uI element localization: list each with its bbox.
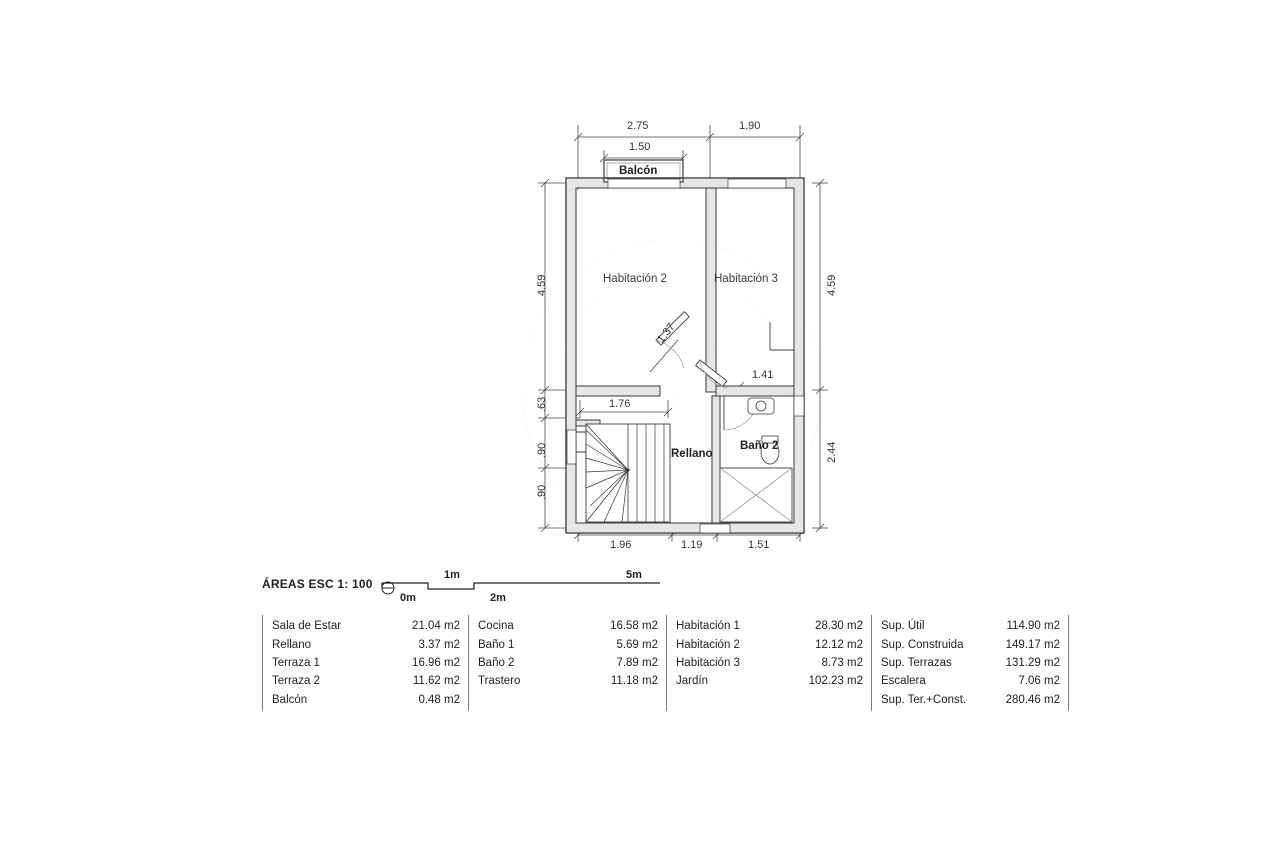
area-row bbox=[469, 672, 666, 690]
area-row bbox=[667, 635, 871, 653]
area-label: Cocina bbox=[478, 620, 514, 633]
dimension-top-150: 1.50 bbox=[629, 141, 651, 153]
areas-column-3 bbox=[667, 615, 872, 711]
areas-legend bbox=[262, 575, 1072, 706]
area-label: Baño 1 bbox=[478, 638, 515, 651]
area-value: 8.73 m2 bbox=[821, 656, 863, 669]
dimension-bottom-196: 1.96 bbox=[610, 539, 632, 551]
areas-table bbox=[262, 615, 1069, 711]
dimension-right-459: 4.59 bbox=[826, 274, 838, 296]
scale-label-0m: 0m bbox=[400, 592, 416, 604]
dimension-inner-137: 1.37 bbox=[655, 321, 678, 346]
area-row bbox=[872, 617, 1068, 635]
areas-column-4 bbox=[872, 615, 1069, 711]
dimension-bottom-151: 1.51 bbox=[748, 539, 770, 551]
area-row bbox=[872, 691, 1068, 709]
scale-label-1m: 1m bbox=[444, 569, 460, 581]
area-label: Sup. Útil bbox=[881, 620, 925, 633]
area-label: Trastero bbox=[478, 675, 521, 688]
area-value: 11.62 m2 bbox=[412, 675, 460, 688]
area-label: Habitación 2 bbox=[676, 638, 740, 651]
area-label: Sup. Construida bbox=[881, 638, 964, 651]
area-label: Rellano bbox=[272, 638, 311, 651]
area-label: Habitación 3 bbox=[676, 656, 740, 669]
right-dimension-lines bbox=[812, 179, 828, 532]
area-row bbox=[872, 635, 1068, 653]
area-label: Terraza 2 bbox=[272, 675, 320, 688]
areas-title: ÁREAS ESC 1: 100 bbox=[262, 577, 373, 591]
area-label: Balcón bbox=[272, 693, 308, 706]
dimension-top-190: 1.90 bbox=[739, 120, 761, 132]
area-value: 16.58 m2 bbox=[610, 620, 658, 633]
room-label-habitacion-3: Habitación 3 bbox=[714, 273, 778, 285]
area-row bbox=[667, 617, 871, 635]
room-label-balcon: Balcón bbox=[619, 165, 658, 177]
area-row bbox=[872, 672, 1068, 690]
room-label-bano-2: Baño 2 bbox=[740, 440, 779, 452]
area-value: 7.89 m2 bbox=[616, 656, 658, 669]
area-row bbox=[263, 617, 468, 635]
area-row bbox=[469, 635, 666, 653]
area-value: 21.04 m2 bbox=[412, 620, 460, 633]
dimension-right-244: 2.44 bbox=[826, 441, 838, 463]
dimension-inner-176: 1.76 bbox=[609, 398, 631, 410]
area-value: 16.96 m2 bbox=[412, 656, 460, 669]
area-value: 149.17 m2 bbox=[1005, 638, 1060, 651]
dimension-left-063: .63 bbox=[536, 396, 548, 412]
area-row-empty bbox=[667, 691, 871, 709]
area-value: 11.18 m2 bbox=[610, 675, 658, 688]
areas-column-1 bbox=[263, 615, 469, 711]
area-label: Baño 2 bbox=[478, 656, 515, 669]
area-row-empty bbox=[469, 691, 666, 709]
area-value: 12.12 m2 bbox=[815, 638, 863, 651]
area-row bbox=[667, 654, 871, 672]
area-row bbox=[263, 691, 468, 709]
area-value: 131.29 m2 bbox=[1005, 656, 1060, 669]
area-value: 114.90 m2 bbox=[1006, 620, 1060, 633]
bathroom-fixtures bbox=[720, 398, 792, 522]
dimension-inner-141: 1.41 bbox=[752, 369, 774, 381]
area-label: Sala de Estar bbox=[272, 620, 342, 633]
dimension-left-090-b: .90 bbox=[536, 484, 548, 500]
area-row bbox=[469, 654, 666, 672]
areas-column-2 bbox=[469, 615, 667, 711]
area-row bbox=[667, 672, 871, 690]
area-value: 28.30 m2 bbox=[815, 620, 863, 633]
dimension-top-275: 2.75 bbox=[627, 120, 649, 132]
staircase bbox=[586, 424, 670, 522]
area-value: 5.69 m2 bbox=[616, 638, 658, 651]
dimension-left-459: 4.59 bbox=[536, 274, 548, 296]
area-row bbox=[469, 617, 666, 635]
area-label: Escalera bbox=[881, 675, 926, 688]
area-value: 102.23 m2 bbox=[808, 675, 863, 688]
area-label: Terraza 1 bbox=[272, 656, 320, 669]
area-label: Jardín bbox=[676, 675, 708, 688]
area-label: Sup. Terrazas bbox=[881, 656, 952, 669]
area-value: 7.06 m2 bbox=[1018, 675, 1060, 688]
area-value: 3.37 m2 bbox=[418, 638, 460, 651]
room-label-habitacion-2: Habitación 2 bbox=[603, 273, 667, 285]
area-label: Habitación 1 bbox=[676, 620, 740, 633]
area-row bbox=[263, 635, 468, 653]
area-row bbox=[263, 672, 468, 690]
scale-label-2m: 2m bbox=[490, 592, 506, 604]
room-label-rellano: Rellano bbox=[671, 448, 713, 460]
area-row bbox=[872, 654, 1068, 672]
area-row bbox=[263, 654, 468, 672]
dimension-left-090-a: .90 bbox=[536, 442, 548, 458]
area-value: 280.46 m2 bbox=[1005, 693, 1060, 706]
area-value: 0.48 m2 bbox=[418, 693, 460, 706]
area-label: Sup. Ter.+Const. bbox=[881, 693, 967, 706]
dimension-bottom-119: 1.19 bbox=[681, 539, 703, 551]
scale-label-5m: 5m bbox=[626, 569, 642, 581]
